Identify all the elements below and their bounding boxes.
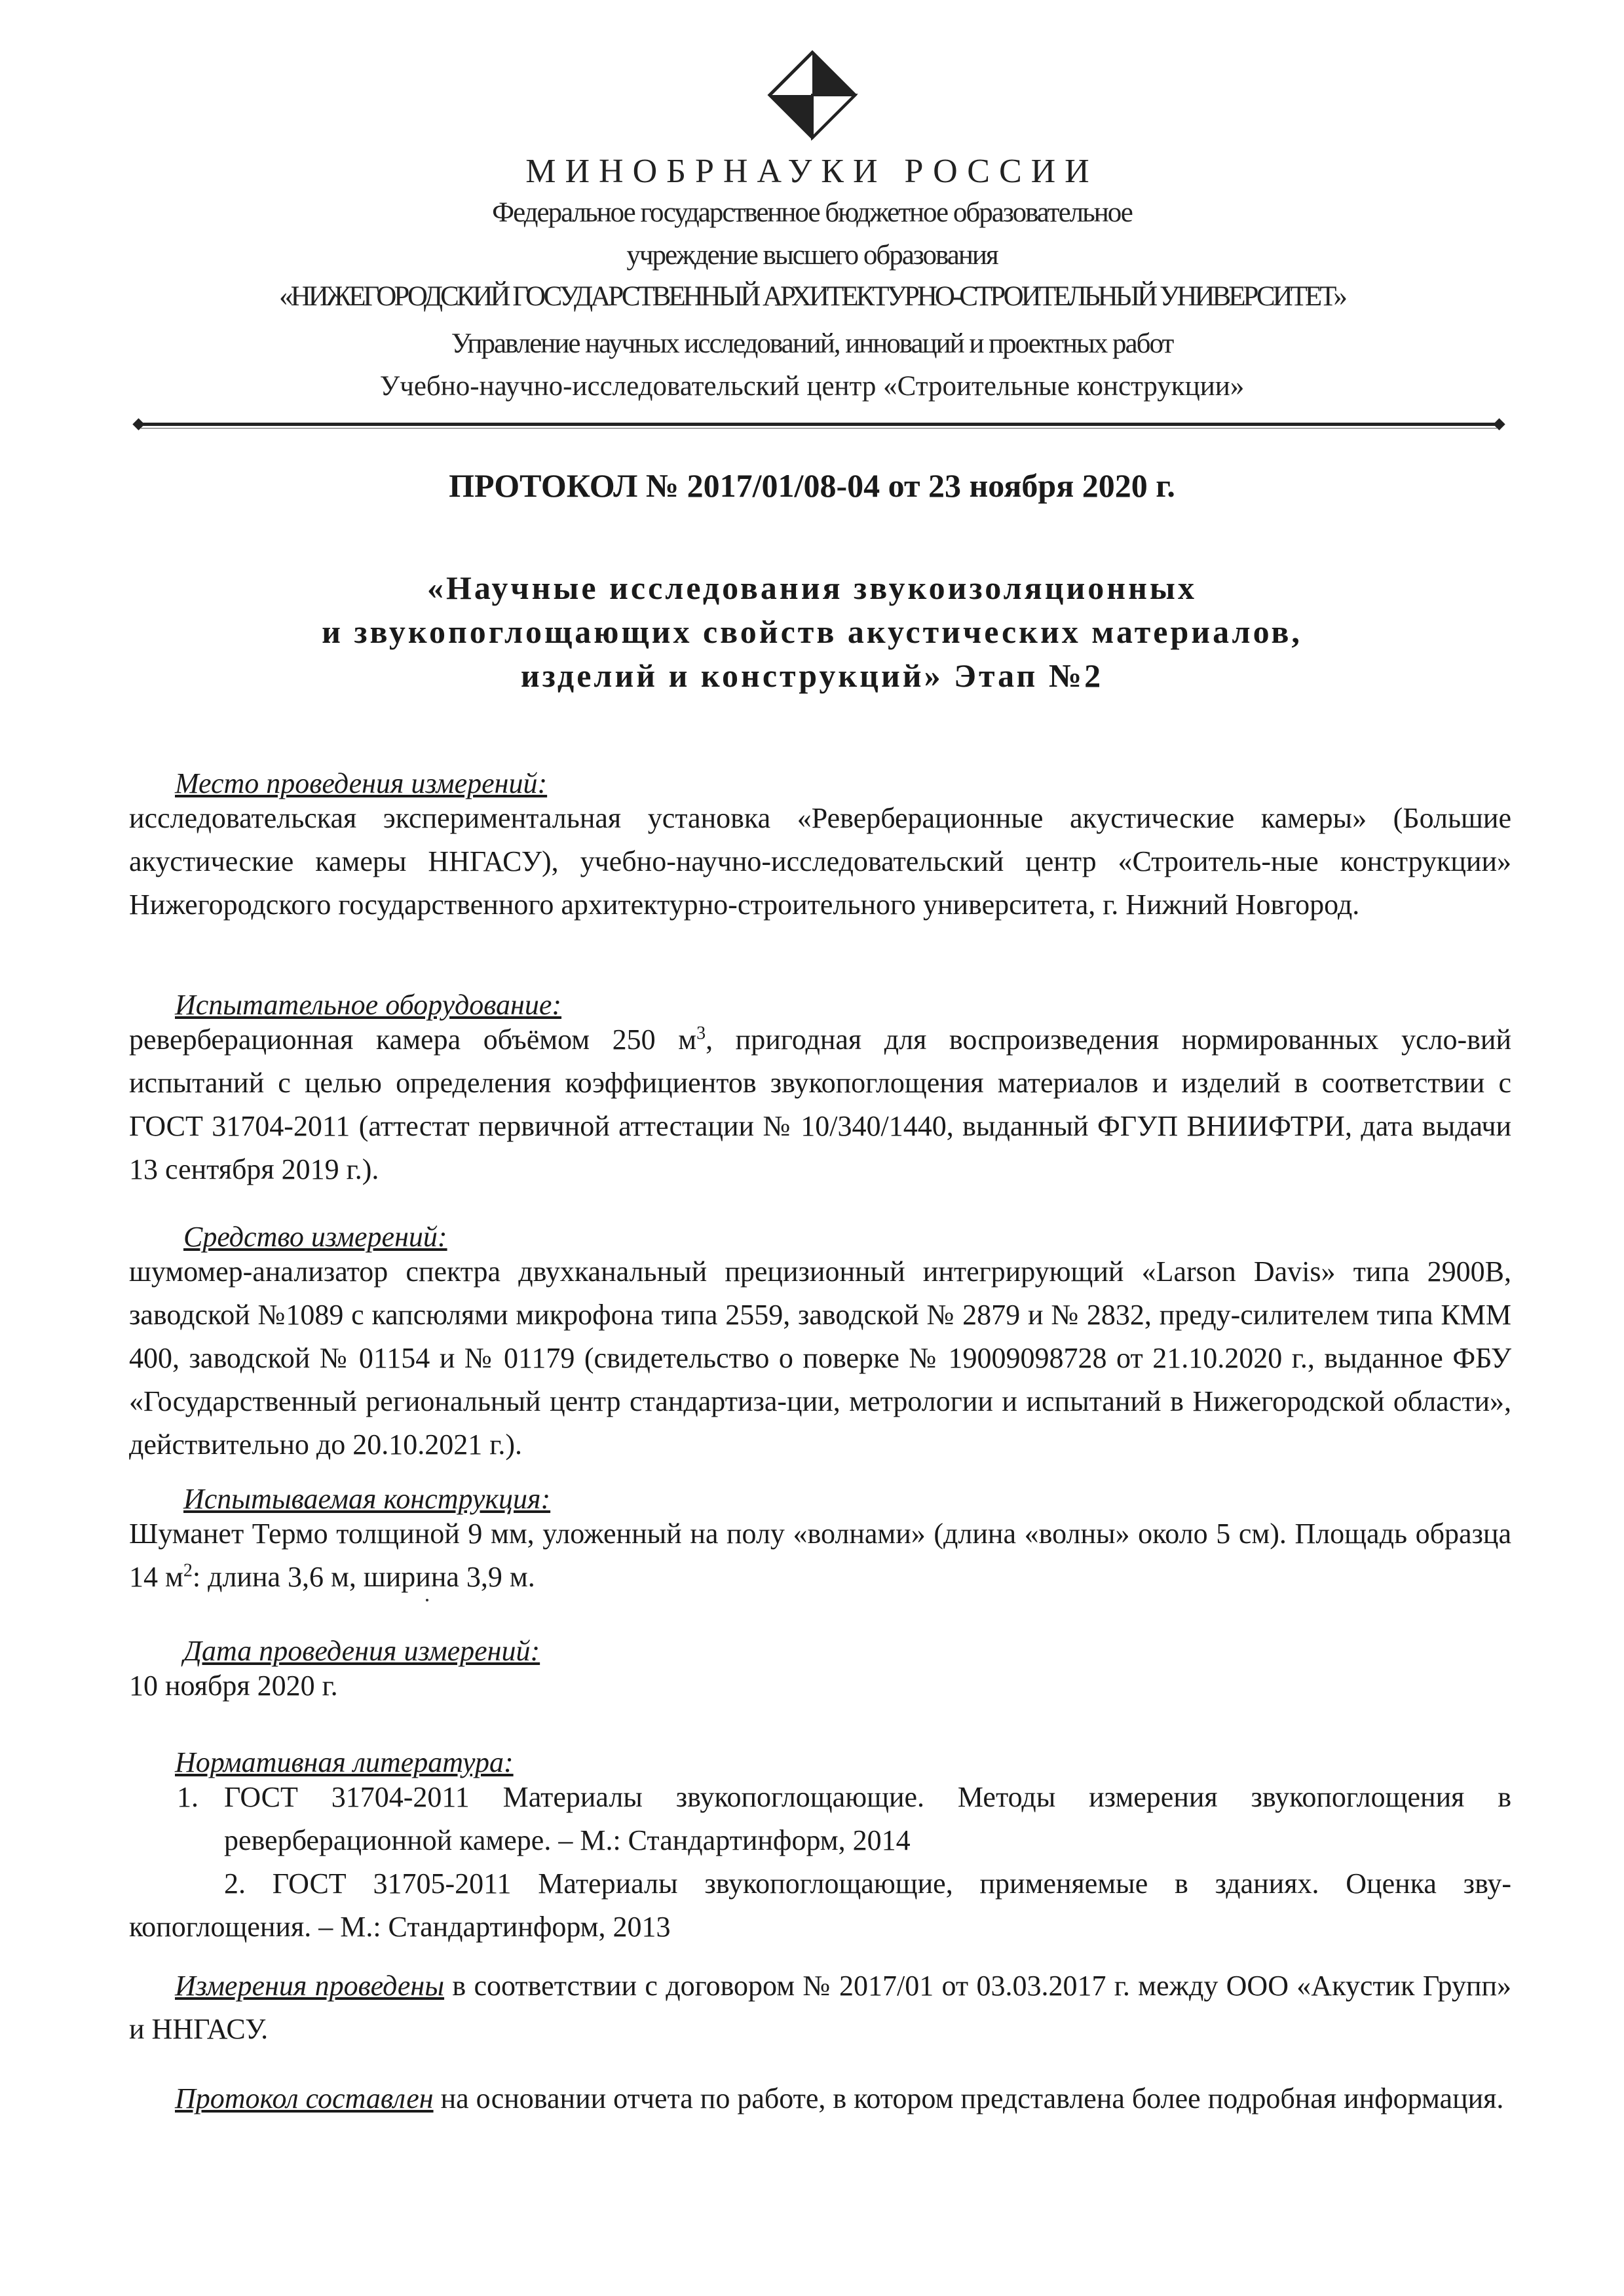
equipment-heading: Испытательное оборудование: [175,989,562,1021]
department-name: Управление научных исследований, инноваций и проектных работ [451,328,1173,359]
place-text: исследовательская экспериментальная установка «Реверберационные акустические камеры» (Большие акустические камеры ННГАСУ), учебно-научно-исследовательский центр «Строитель-ные конструкции» Нижегородского государственного архитектурно-строительного университета, г. Нижний Новгород. [129,802,1511,921]
basis-text: Протокол составлен на основании отчета по работе, в котором представлена более подробная информация. [175,2082,1504,2114]
literature-item-1: ГОСТ 31704-2011 Материалы звукопоглощающие. Методы измерения звукопоглощения в реверберационной камере. – М.: Стандартинформ, 2014 [224,1781,1511,1856]
theme-line-1: «Научные исследования звукоизоляционных [427,569,1197,606]
scan-speck [426,1599,428,1601]
header-divider [134,419,1503,432]
literature-item-1-number: 1. [177,1781,198,1813]
instrument-heading: Средство измерений: [183,1221,447,1253]
university-name: «НИЖЕГОРОДСКИЙ ГОСУДАРСТВЕННЫЙ АРХИТЕКТУРНО-СТРОИТЕЛЬНЫЙ УНИВЕРСИТЕТ» [279,281,1345,312]
literature-item-2: 2. ГОСТ 31705-2011 Материалы звукопоглощающие, применяемые в зданиях. Оценка зву-копоглощения. – М.: Стандартинформ, 2013 [129,1867,1511,1943]
instrument-text: шумомер-анализатор спектра двухканальный прецизионный интегрирующий «Larson Davis» типа 2900В, заводской №1089 с капсюлями микрофона типа 2559, заводской № 2879 и № 2832, преду-силителем типа КММ 400, заводской № 01154 и № 01179 (свидетельство о поверке № 19009098728 от 21.10.2020 г., выданное ФБУ «Государственный региональный центр стандартиза-ции, метрологии и испытаний в Нижегородской области», действительно до 20.10.2021 г.). [129,1255,1511,1461]
university-logo-icon [763,49,861,147]
center-name: Учебно-научно-исследовательский центр «Строительные конструкции» [379,371,1245,402]
org-line-2: учреждение высшего образования [626,240,998,271]
contract-text: Измерения проведены в соответствии с договором № 2017/01 от 03.03.2017 г. между ООО «Акустик Групп» и ННГАСУ. [129,1970,1511,2045]
ministry-name: МИНОБРНАУКИ РОССИИ [525,153,1099,190]
org-line-1: Федеральное государственное бюджетное образовательное [492,197,1132,228]
theme-line-3: изделий и конструкций» Этап №2 [520,657,1104,694]
place-heading: Место проведения измерений: [175,767,548,799]
date-text: 10 ноября 2020 г. [129,1670,338,1702]
equipment-text: реверберационная камера объёмом 250 $м^3$, пригодная для воспроизведения нормированных усло-вий испытаний с целью определения коэффициентов звукопоглощения материалов и изделий в соответствии с ГОСТ 31704-2011 (аттестат первичной аттестации № 10/340/1440, выданный ФГУП ВНИИФТРИ, дата выдачи 13 сентября 2019 г.). [129,1023,1511,1185]
date-heading: Дата проведения измерений: [183,1635,540,1667]
specimen-text: Шуманет Термо толщиной 9 мм, уложенный на полу «волнами» (длина «волны» около 5 см). Площадь образца 14 $м^2$: длина 3,6 м, ширина 3,9 м. [129,1518,1511,1593]
theme-line-2: и звукопоглощающих свойств акустических материалов, [322,613,1302,650]
literature-heading: Нормативная литература: [175,1746,514,1778]
specimen-heading: Испытываемая конструкция: [183,1483,551,1515]
protocol-title: ПРОТОКОЛ № 2017/01/08-04 от 23 ноября 2020 г. [449,467,1175,504]
